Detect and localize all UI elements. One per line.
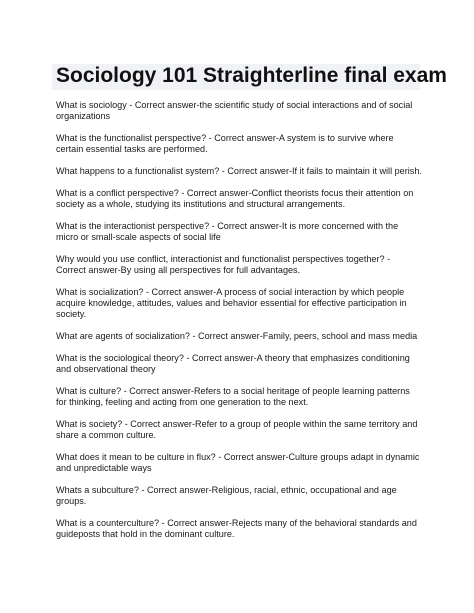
question-item: What is the interactionist perspective? - Correct answer-It is more concerned with the micro or small-scale aspects of social life (56, 220, 399, 242)
question-item: What is socialization? - Correct answer-A process of social interaction by which people acquire knowledge, attitudes, values and behavior essential for effective participation in society. (56, 286, 407, 320)
question-item: What is the functionalist perspective? - Correct answer-A system is to survive where certain essential tasks are performed. (56, 133, 394, 155)
question-item: What happens to a functionalist system? - Correct answer-If it fails to maintain it will perish. (56, 166, 422, 176)
question-item: What is sociology - Correct answer-the scientific study of social interactions and of social organizations (56, 100, 413, 122)
question-item: What is a counterculture? - Correct answer-Rejects many of the behavioral standards and guideposts that hold in the dominant culture. (56, 517, 417, 539)
question-list (56, 100, 422, 551)
question-item: What does it mean to be culture in flux? - Correct answer-Culture groups adapt in dynamic and unpredictable ways (56, 451, 420, 473)
question-item: Whats a subculture? - Correct answer-Religious, racial, ethnic, occupational and age groups. (56, 484, 397, 506)
page-title: Sociology 101 Straighterline final exam (56, 64, 447, 87)
question-item: What is culture? - Correct answer-Refers to a social heritage of people learning patterns for thinking, feeling and acting from one generation to the next. (56, 385, 410, 407)
question-item: What is a conflict perspective? - Correct answer-Conflict theorists focus their attention on society as a whole, studying its institutions and structural arrangements. (56, 187, 414, 209)
question-item: What are agents of socialization? - Correct answer-Family, peers, school and mass media (56, 331, 418, 341)
question-item: What is the sociological theory? - Correct answer-A theory that emphasizes conditioning and observational theory (56, 352, 410, 374)
question-item: What is society? - Correct answer-Refer to a group of people within the same territory and share a common culture. (56, 418, 418, 440)
question-item: Why would you use conflict, interactionist and functionalist perspectives together? - Correct answer-By using all perspectives for full advantages. (56, 253, 391, 275)
